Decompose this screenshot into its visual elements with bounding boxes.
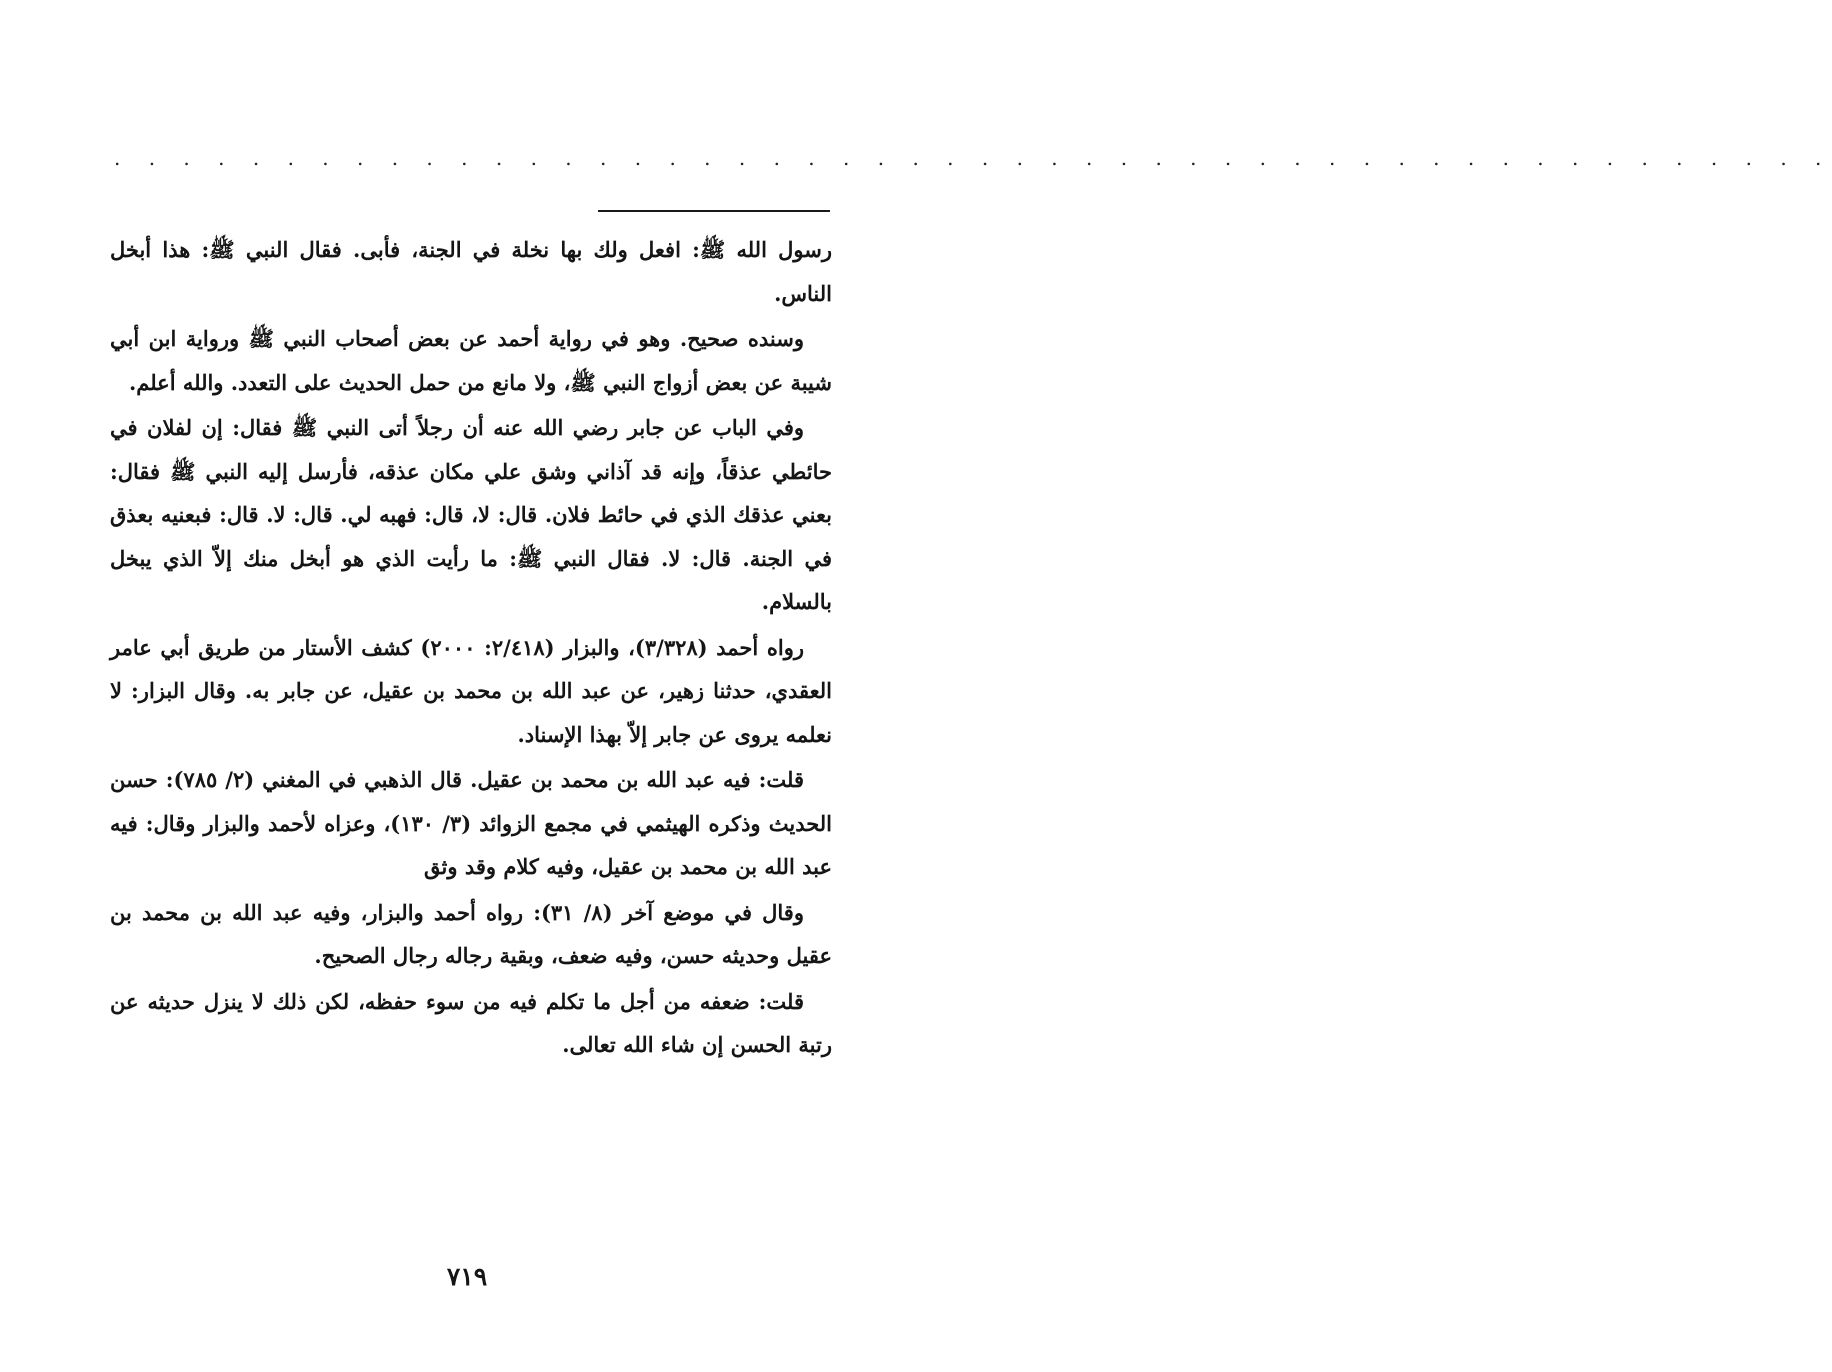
page-number: ٧١٩ <box>446 1262 488 1291</box>
dotted-separator: . . . . . . . . . . . . . . . . . . . . . . . . . . . . . . . . . . . . . . . . . . . . . . . . . . <box>114 146 1832 170</box>
paragraph-4: رواه أحمد (٣/٣٢٨)، والبزار (٢/٤١٨: ٢٠٠٠) كشف الأستار من طريق أبي عامر العقدي، حدثنا زهير، عن عبد الله بن محمد بن عقيل، عن جابر به. وقال البزار: لا نعلمه يروى عن جابر إلاّ بهذا الإسناد. <box>110 634 832 747</box>
paragraph-3: وفي الباب عن جابر رضي الله عنه أن رجلاً أتى النبي ﷺ فقال: إن لفلان في حائطي عذقاً، وإنه قد آذاني وشق علي مكان عذقه، فأرسل إليه النبي ﷺ فقال: بعني عذقك الذي في حائط فلان. قال: لا، قال: فهبه لي. قال: لا. قال: فبعنيه بعذق في الجنة. قال: لا. فقال النبي ﷺ: ما رأيت الذي هو أبخل منك إلاّ الذي يبخل بالسلام. <box>110 415 832 614</box>
paragraph-7: قلت: ضعفه من أجل ما تكلم فيه من سوء حفظه، لكن ذلك لا ينزل حديثه عن رتبة الحسن إن شاء الله تعالى. <box>110 988 832 1057</box>
paragraph-5: قلت: فيه عبد الله بن محمد بن عقيل. قال الذهبي في المغني (٢/ ٧٨٥): حسن الحديث وذكره الهيثمي في مجمع الزوائد (٣/ ١٣٠)، وعزاه لأحمد والبزار وقال: فيه عبد الله بن محمد بن عقيل، وفيه كلام وقد وثق <box>110 767 833 879</box>
main-text <box>110 228 832 1069</box>
paragraph-2: وسنده صحيح. وهو في رواية أحمد عن بعض أصحاب النبي ﷺ ورواية ابن أبي شيبة عن بعض أزواج النبي ﷺ، ولا مانع من حمل الحديث على التعدد. والله أعلم. <box>110 326 832 395</box>
paragraph-6: وقال في موضع آخر (٨/ ٣١): رواه أحمد والبزار، وفيه عبد الله بن محمد بن عقيل وحديثه حسن، وفيه ضعف، وبقية رجاله رجال الصحيح. <box>110 899 832 968</box>
paragraph-1: رسول الله ﷺ: افعل ولك بها نخلة في الجنة، فأبى. فقال النبي ﷺ: هذا أبخل الناس. <box>110 237 832 306</box>
footnote-rule <box>598 210 830 212</box>
